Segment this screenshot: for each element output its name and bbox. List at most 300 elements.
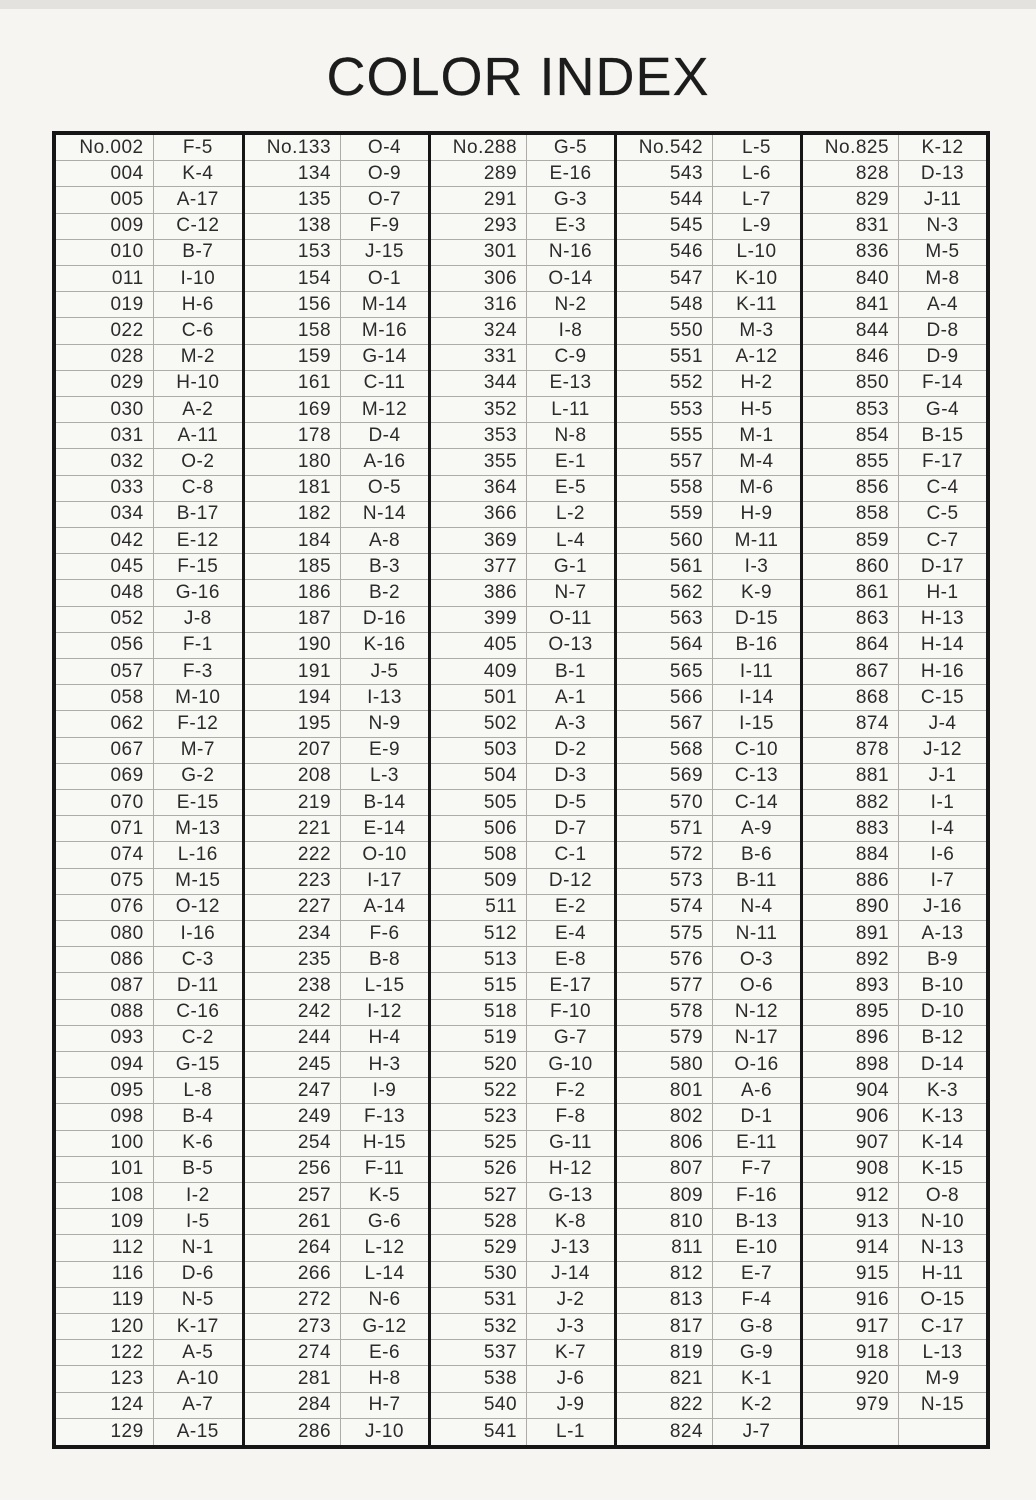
grid-code-cell: N-3 (899, 214, 986, 240)
color-number-cell: 526 (431, 1157, 527, 1183)
grid-code-cell: F-8 (527, 1104, 614, 1130)
grid-code-cell: H-5 (713, 397, 800, 423)
color-number-cell: 221 (245, 816, 341, 842)
color-number-cell: 178 (245, 423, 341, 449)
color-number-cell: 244 (245, 1026, 341, 1052)
grid-code-cell: M-1 (713, 423, 800, 449)
grid-code-cell: A-10 (154, 1366, 242, 1392)
color-number-cell: 067 (56, 738, 154, 764)
color-number-cell: 138 (245, 214, 341, 240)
grid-code-cell: N-5 (154, 1288, 242, 1314)
grid-code-cell: L-5 (713, 135, 800, 161)
color-number-cell: 573 (617, 869, 713, 895)
color-number-cell: 530 (431, 1262, 527, 1288)
color-number-cell: 552 (617, 371, 713, 397)
grid-code-cell: O-7 (341, 187, 428, 213)
grid-code-cell: I-6 (899, 842, 986, 868)
color-number-cell: 577 (617, 973, 713, 999)
grid-code-cell: E-5 (527, 476, 614, 502)
color-number-cell: 261 (245, 1209, 341, 1235)
grid-code-cell: J-10 (365, 1420, 404, 1442)
color-number-cell (803, 1419, 899, 1445)
page-title: COLOR INDEX (326, 47, 710, 107)
color-number-cell: 864 (803, 633, 899, 659)
grid-code-cell: E-7 (713, 1262, 800, 1288)
color-number-cell: 896 (803, 1026, 899, 1052)
grid-code-cell: N-9 (341, 711, 428, 737)
grid-code-cell: C-11 (341, 371, 428, 397)
grid-code-cell: A-3 (527, 711, 614, 737)
grid-code-cell: D-16 (341, 607, 428, 633)
grid-code-cell: J-3 (527, 1314, 614, 1340)
grid-code-cell: F-11 (341, 1157, 428, 1183)
color-number-cell: No.133 (245, 135, 341, 161)
grid-code-cell: M-14 (341, 292, 428, 318)
grid-code-cell: A-11 (154, 423, 242, 449)
grid-code-cell: M-3 (713, 318, 800, 344)
grid-code-cell: F-14 (899, 371, 986, 397)
color-number-cell: 100 (56, 1131, 154, 1157)
grid-code-cell: K-16 (341, 633, 428, 659)
color-number-cell: 033 (56, 476, 154, 502)
color-number-cell: 518 (431, 1000, 527, 1026)
grid-code-cell: N-11 (713, 921, 800, 947)
grid-code-cell: J-8 (154, 607, 242, 633)
grid-code-cell: H-11 (899, 1262, 986, 1288)
grid-code-cell: M-6 (713, 476, 800, 502)
grid-code-cell: E-14 (341, 816, 428, 842)
grid-code-cell: N-15 (899, 1393, 986, 1419)
grid-code-cell: E-3 (527, 214, 614, 240)
grid-code-cell: C-12 (154, 214, 242, 240)
color-number-cell: 011 (56, 266, 154, 292)
color-number-cell: 306 (431, 266, 527, 292)
grid-code-cell: A-15 (176, 1420, 219, 1442)
grid-code-cell: I-9 (341, 1078, 428, 1104)
color-number-cell: 272 (245, 1288, 341, 1314)
grid-code-cell: D-5 (527, 790, 614, 816)
color-number-cell: 886 (803, 869, 899, 895)
color-number-cell: 859 (803, 528, 899, 554)
color-number-cell: 057 (56, 659, 154, 685)
color-number-cell: 129 (56, 1419, 154, 1445)
color-number-cell: 541 (431, 1419, 527, 1445)
color-number-cell: 914 (803, 1235, 899, 1261)
grid-code-cell: F-5 (154, 135, 242, 161)
color-number-cell: 070 (56, 790, 154, 816)
grid-code-cell: C-1 (527, 842, 614, 868)
grid-code-cell: O-14 (527, 266, 614, 292)
color-number-cell: 009 (56, 214, 154, 240)
grid-code-cell: H-14 (899, 633, 986, 659)
grid-code-cell (899, 1419, 986, 1445)
color-number-cell: 561 (617, 554, 713, 580)
color-number-cell: 249 (245, 1104, 341, 1130)
grid-code-cell: O-15 (899, 1288, 986, 1314)
grid-code-cell: N-4 (713, 895, 800, 921)
grid-code-cell: M-13 (154, 816, 242, 842)
grid-code-cell: O-4 (341, 135, 428, 161)
color-number-cell: 528 (431, 1209, 527, 1235)
grid-code-cell: H-1 (899, 580, 986, 606)
color-number-cell: 512 (431, 921, 527, 947)
color-number-cell: 154 (245, 266, 341, 292)
grid-code-cell: E-17 (527, 973, 614, 999)
grid-code-cell: D-10 (899, 1000, 986, 1026)
grid-code-cell: E-1 (527, 449, 614, 475)
grid-code-cell: N-7 (527, 580, 614, 606)
color-number-cell: 850 (803, 371, 899, 397)
color-number-cell: 234 (245, 921, 341, 947)
color-number-cell: 005 (56, 187, 154, 213)
grid-code-cell: C-2 (154, 1026, 242, 1052)
grid-code-cell: N-14 (341, 502, 428, 528)
grid-code-cell: I-15 (713, 711, 800, 737)
table-group-1 (56, 135, 242, 1445)
color-number-cell: 908 (803, 1157, 899, 1183)
grid-code-cell: A-8 (341, 528, 428, 554)
grid-code-cell: D-4 (341, 423, 428, 449)
grid-code-cell: B-15 (899, 423, 986, 449)
color-number-cell: 884 (803, 842, 899, 868)
color-number-cell: 915 (803, 1262, 899, 1288)
color-number-cell: 559 (617, 502, 713, 528)
grid-code-cell: I-7 (899, 869, 986, 895)
grid-code-cell: J-16 (899, 895, 986, 921)
color-number-cell: 095 (56, 1078, 154, 1104)
grid-code-cell: F-13 (341, 1104, 428, 1130)
color-number-cell: 892 (803, 947, 899, 973)
grid-code-cell: M-7 (154, 738, 242, 764)
color-number-cell: 185 (245, 554, 341, 580)
color-number-cell: 548 (617, 292, 713, 318)
color-number-cell: 076 (56, 895, 154, 921)
color-number-cell: 801 (617, 1078, 713, 1104)
color-number-cell: 088 (56, 1000, 154, 1026)
color-number-cell: 817 (617, 1314, 713, 1340)
color-number-cell: 812 (617, 1262, 713, 1288)
grid-code-cell: H-13 (899, 607, 986, 633)
color-number-cell: 520 (431, 1052, 527, 1078)
color-number-cell: 531 (431, 1288, 527, 1314)
color-number-cell: 399 (431, 607, 527, 633)
grid-code-cell: C-17 (899, 1314, 986, 1340)
grid-code-cell: N-6 (341, 1288, 428, 1314)
grid-code-cell: H-6 (154, 292, 242, 318)
grid-code-cell: B-1 (527, 659, 614, 685)
color-number-cell: 134 (245, 161, 341, 187)
grid-code-cell: B-8 (341, 947, 428, 973)
color-number-cell: 080 (56, 921, 154, 947)
color-number-cell: 570 (617, 790, 713, 816)
grid-code-cell: K-12 (899, 135, 986, 161)
color-number-cell: 004 (56, 161, 154, 187)
color-number-cell: 878 (803, 738, 899, 764)
grid-code-cell: C-10 (713, 738, 800, 764)
color-number-cell: No.825 (803, 135, 899, 161)
grid-code-cell: M-2 (154, 345, 242, 371)
grid-code-cell: K-3 (899, 1078, 986, 1104)
grid-code-cell: G-16 (154, 580, 242, 606)
color-number-cell: 245 (245, 1052, 341, 1078)
color-number-cell: 052 (56, 607, 154, 633)
grid-code-cell: I-10 (154, 266, 242, 292)
grid-code-cell: E-9 (341, 738, 428, 764)
grid-code-cell: M-5 (899, 240, 986, 266)
grid-code-cell: M-12 (341, 397, 428, 423)
color-number-cell: 913 (803, 1209, 899, 1235)
color-number-cell: 546 (617, 240, 713, 266)
grid-code-cell: G-8 (713, 1314, 800, 1340)
color-number-cell: 353 (431, 423, 527, 449)
grid-code-cell: L-2 (527, 502, 614, 528)
grid-code-cell: A-6 (713, 1078, 800, 1104)
color-number-cell: 560 (617, 528, 713, 554)
grid-code-cell: O-10 (341, 842, 428, 868)
grid-code-cell: C-4 (899, 476, 986, 502)
color-number-cell: 858 (803, 502, 899, 528)
color-number-cell: No.288 (431, 135, 527, 161)
color-number-cell: 529 (431, 1235, 527, 1261)
color-number-cell: 505 (431, 790, 527, 816)
grid-code-cell: G-2 (154, 764, 242, 790)
color-number-cell: 032 (56, 449, 154, 475)
grid-code-cell: E-4 (527, 921, 614, 947)
grid-code-cell: O-8 (899, 1183, 986, 1209)
grid-code-cell: N-2 (527, 292, 614, 318)
grid-code-cell: K-13 (899, 1104, 986, 1130)
grid-code-cell: K-2 (713, 1393, 800, 1419)
color-number-cell: 094 (56, 1052, 154, 1078)
color-number-cell: 158 (245, 318, 341, 344)
color-number-cell: 135 (245, 187, 341, 213)
color-number-cell: 906 (803, 1104, 899, 1130)
grid-code-cell: G-1 (527, 554, 614, 580)
grid-code-cell: I-2 (154, 1183, 242, 1209)
color-number-cell: 836 (803, 240, 899, 266)
grid-code-cell: N-1 (154, 1235, 242, 1261)
color-number-cell: 563 (617, 607, 713, 633)
grid-code-cell: I-12 (341, 1000, 428, 1026)
grid-code-cell: O-9 (341, 161, 428, 187)
color-number-cell: 284 (245, 1393, 341, 1419)
grid-code-cell: E-8 (527, 947, 614, 973)
grid-code-cell: G-6 (341, 1209, 428, 1235)
grid-code-cell: D-12 (527, 869, 614, 895)
color-number-cell: 293 (431, 214, 527, 240)
color-number-cell: 572 (617, 842, 713, 868)
color-number-cell: 841 (803, 292, 899, 318)
grid-code-cell: O-5 (341, 476, 428, 502)
grid-code-cell: K-11 (713, 292, 800, 318)
grid-code-cell: F-10 (527, 1000, 614, 1026)
grid-code-cell: H-12 (527, 1157, 614, 1183)
grid-code-cell: F-1 (154, 633, 242, 659)
color-number-cell: 101 (56, 1157, 154, 1183)
color-number-cell: 898 (803, 1052, 899, 1078)
color-number-cell: 247 (245, 1078, 341, 1104)
color-number-cell: 256 (245, 1157, 341, 1183)
color-number-cell: 377 (431, 554, 527, 580)
grid-code-cell: G-9 (713, 1340, 800, 1366)
color-number-cell: 828 (803, 161, 899, 187)
color-number-cell: 366 (431, 502, 527, 528)
color-number-cell: 853 (803, 397, 899, 423)
grid-code-cell: N-16 (527, 240, 614, 266)
grid-code-cell: J-4 (899, 711, 986, 737)
grid-code-cell: F-4 (713, 1288, 800, 1314)
color-number-cell: 074 (56, 842, 154, 868)
color-number-cell: 860 (803, 554, 899, 580)
color-number-cell: 409 (431, 659, 527, 685)
color-index-table (52, 131, 990, 1449)
color-number-cell: 159 (245, 345, 341, 371)
grid-code-cell: B-7 (154, 240, 242, 266)
color-number-cell: 112 (56, 1235, 154, 1261)
color-number-cell: 324 (431, 318, 527, 344)
grid-code-cell: O-2 (154, 449, 242, 475)
color-number-cell: 086 (56, 947, 154, 973)
color-number-cell: 156 (245, 292, 341, 318)
color-number-cell: 062 (56, 711, 154, 737)
color-number-cell: 029 (56, 371, 154, 397)
grid-code-cell: J-2 (527, 1288, 614, 1314)
grid-code-cell: J-6 (527, 1366, 614, 1392)
grid-code-cell: H-10 (154, 371, 242, 397)
grid-code-cell: D-15 (713, 607, 800, 633)
color-number-cell: 207 (245, 738, 341, 764)
grid-code-cell: A-12 (713, 345, 800, 371)
grid-code-cell: D-17 (899, 554, 986, 580)
color-number-cell: 917 (803, 1314, 899, 1340)
grid-code-cell: F-3 (154, 659, 242, 685)
grid-code-cell: B-17 (154, 502, 242, 528)
grid-code-cell: B-10 (899, 973, 986, 999)
color-number-cell: 532 (431, 1314, 527, 1340)
grid-code-cell: L-8 (154, 1078, 242, 1104)
color-number-cell: 883 (803, 816, 899, 842)
grid-code-cell: K-1 (713, 1366, 800, 1392)
color-number-cell: 544 (617, 187, 713, 213)
grid-code-cell: I-3 (713, 554, 800, 580)
color-number-cell: 555 (617, 423, 713, 449)
grid-code-cell: H-15 (341, 1131, 428, 1157)
grid-code-cell: J-12 (899, 738, 986, 764)
color-number-cell: 180 (245, 449, 341, 475)
grid-code-cell: K-8 (527, 1209, 614, 1235)
color-number-cell: 190 (245, 633, 341, 659)
color-number-cell: 181 (245, 476, 341, 502)
grid-code-cell: H-16 (899, 659, 986, 685)
color-number-cell: 273 (245, 1314, 341, 1340)
color-number-cell: 895 (803, 1000, 899, 1026)
grid-code-cell: K-15 (899, 1157, 986, 1183)
color-number-cell: 098 (56, 1104, 154, 1130)
grid-code-cell: J-1 (899, 764, 986, 790)
color-number-cell: 846 (803, 345, 899, 371)
color-number-cell: 208 (245, 764, 341, 790)
grid-code-cell: H-8 (341, 1366, 428, 1392)
grid-code-cell: F-12 (154, 711, 242, 737)
color-number-cell: 523 (431, 1104, 527, 1130)
grid-code-cell: L-13 (899, 1340, 986, 1366)
color-number-cell: 558 (617, 476, 713, 502)
color-number-cell: 829 (803, 187, 899, 213)
grid-code-cell: B-14 (341, 790, 428, 816)
color-number-cell: 522 (431, 1078, 527, 1104)
table-group-5 (800, 135, 986, 1445)
color-number-cell: 543 (617, 161, 713, 187)
table-group-2 (242, 135, 428, 1445)
color-number-cell: 286 (245, 1419, 341, 1445)
grid-code-cell: L-12 (341, 1235, 428, 1261)
color-number-cell: 807 (617, 1157, 713, 1183)
grid-code-cell: L-6 (713, 161, 800, 187)
color-number-cell: 519 (431, 1026, 527, 1052)
grid-code-cell: K-4 (154, 161, 242, 187)
grid-code-cell: J-14 (527, 1262, 614, 1288)
grid-code-cell: A-14 (341, 895, 428, 921)
color-number-cell: 109 (56, 1209, 154, 1235)
color-number-cell: 918 (803, 1340, 899, 1366)
grid-code-cell: B-16 (713, 633, 800, 659)
color-number-cell: 574 (617, 895, 713, 921)
color-number-cell: 291 (431, 187, 527, 213)
grid-code-cell: M-9 (899, 1366, 986, 1392)
color-number-cell: No.542 (617, 135, 713, 161)
grid-code-cell: B-11 (713, 869, 800, 895)
grid-code-cell: O-11 (527, 607, 614, 633)
color-number-cell: 537 (431, 1340, 527, 1366)
color-number-cell: 920 (803, 1366, 899, 1392)
grid-code-cell: E-11 (713, 1131, 800, 1157)
color-number-cell: 254 (245, 1131, 341, 1157)
color-number-cell: 501 (431, 685, 527, 711)
grid-code-cell: D-8 (899, 318, 986, 344)
color-number-cell: 195 (245, 711, 341, 737)
grid-code-cell: N-10 (899, 1209, 986, 1235)
color-number-cell: 191 (245, 659, 341, 685)
color-number-cell: 810 (617, 1209, 713, 1235)
color-number-cell: 031 (56, 423, 154, 449)
color-number-cell: 124 (56, 1393, 154, 1419)
color-number-cell: 264 (245, 1235, 341, 1261)
color-number-cell: 916 (803, 1288, 899, 1314)
grid-code-cell: E-2 (527, 895, 614, 921)
grid-code-cell: D-2 (527, 738, 614, 764)
color-number-cell: 575 (617, 921, 713, 947)
grid-code-cell: M-16 (341, 318, 428, 344)
color-number-cell: 274 (245, 1340, 341, 1366)
color-number-cell: 235 (245, 947, 341, 973)
color-number-cell: 093 (56, 1026, 154, 1052)
grid-code-cell: I-14 (713, 685, 800, 711)
grid-code-cell: E-13 (527, 371, 614, 397)
grid-code-cell: C-9 (527, 345, 614, 371)
grid-code-cell: H-7 (341, 1393, 428, 1419)
color-number-cell: 116 (56, 1262, 154, 1288)
color-number-cell: 571 (617, 816, 713, 842)
color-number-cell: 891 (803, 921, 899, 947)
grid-code-cell: F-7 (713, 1157, 800, 1183)
grid-code-cell: G-3 (527, 187, 614, 213)
grid-code-cell: L-4 (527, 528, 614, 554)
color-number-cell: 301 (431, 240, 527, 266)
color-number-cell: 257 (245, 1183, 341, 1209)
color-number-cell: 182 (245, 502, 341, 528)
color-number-cell: 545 (617, 214, 713, 240)
color-number-cell: 553 (617, 397, 713, 423)
